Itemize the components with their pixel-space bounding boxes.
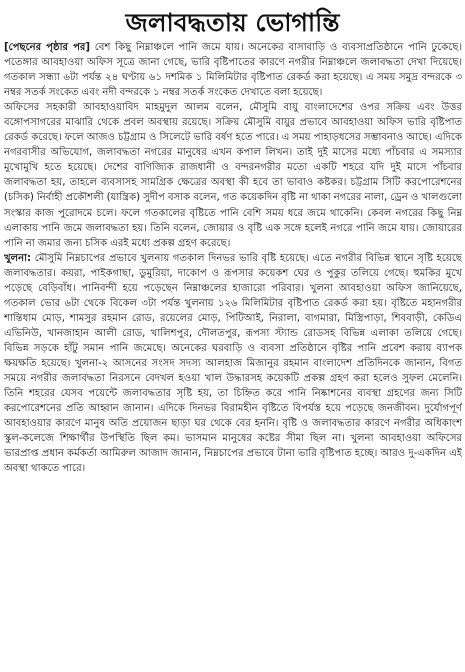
paragraph: [4, 40, 462, 100]
paragraph-text: মৌসুমি নিম্নচাপের প্রভাবে খুলনায় গতকাল দিনভর ভারি বৃষ্টি হয়েছে। এতে নগরীর বিভিন্ন স্থানে সৃষ্টি হয়েছে জলাবদ্ধতার। কয়রা, পাইকগাছা, ডুমুরিয়া, দাকোপ ও রূপসার কয়েকশ ঘের ও পুকুর তলিয়ে গেছে। হুমকির মুখে পড়েছে বেড়িবাঁধ। পানিবন্দী হয়ে পড়েছেন নিম্নাঞ্চলের হাজারো পরিবার। খুলনা আবহাওয়া অফিস জানিয়েছে, গতকাল ভোর ৬টা থেকে বিকেল ৩টা পর্যন্ত খুলনায় ১২৬ মিলিমিটার বৃষ্টিপাত রেকর্ড করা হয়। বৃষ্টিতে মহানগরীর শান্তিধাম মোড়, শামসুর রহমান রোড, রয়েলের মোড়, পিটিআই, নিরালা, বাগমারা, মিস্ত্রিপাড়া, শিববাড়ী, কেডিএ এভিনিউ, খানজাহান আলী রোড, খালিশপুর, দৌলতপুর, রূপসা স্ট্যান্ড রোডসহ বিভিন্ন এলাকা তলিয়ে গেছে। বিভিন্ন সড়কে হাঁটু সমান পানি জমেছে। অনেকের ঘরবাড়ি ও ব্যবসা প্রতিষ্ঠানে বৃষ্টির পানি প্রবেশ করায় ব্যাপক ক্ষয়ক্ষতি হয়েছে। খুলনা-২ আসনের সংসদ সদস্য আলহাজ মিজানুর রহমান বাংলাদেশ প্রতিদিনকে জানান, বিগত সময়ে নগরীর জলাবদ্ধতা নিরসনে বেদখল হওয়া খাল উদ্ধারসহ কয়েকটি প্রকল্প গ্রহণ করা হলেও সুফল মেলেনি। তিনি শহরের যেসব পয়েন্টে জলাবদ্ধতার সৃষ্টি হয়, তা চিহ্নিত করে পানি নিষ্কাশনের ব্যবস্থা গ্রহণের জন্য সিটি করপোরেশনের প্রতি আহ্বান জানান। এদিকে দিনভর বিরামহীন বৃষ্টিতে বিপর্যস্ত হয়ে পড়েছে জনজীবন। দুর্যোগপূর্ণ আবহাওয়ার কারণে মানুষ অতি প্রয়োজন ছাড়া ঘর থেকে বের হননি। বৃষ্টি ও জলাবদ্ধতার কারণে নগরীর অধিকাংশ স্কুল-কলেজে শিক্ষার্থীর উপস্থিতি ছিল কম। ভাসমান মানুষের কষ্টের সীমা ছিল না। খুলনা আবহাওয়া অফিসের ভারপ্রাপ্ত প্রধান কর্মকর্তা আমিরুল আজাদ জানান, নিম্নচাপের প্রভাবে টানা ভারি বৃষ্টিপাত হচ্ছে। আরও দু-একদিন এই অবস্থা থাকতে পারে।: [4, 252, 462, 475]
dateline-khulna: খুলনা:: [4, 252, 31, 264]
headline: জলাবদ্ধতায় ভোগান্তি: [125, 8, 340, 37]
article-body: [4, 40, 462, 670]
paragraph: অফিসের সহকারী আবহাওয়াবিদ মাহমুদুল আলম বলেন, মৌসুমি বায়ু বাংলাদেশের ওপর সক্রিয় এবং উত্তর বঙ্গোপসাগরের মাঝারি থেকে প্রবল অবস্থায় রয়েছে। সক্রিয় মৌসুমি বায়ুর প্রভাবে আবহাওয়া অফিস ভারি বৃষ্টিপাত রেকর্ড করেছে। ফলে আজও চট্টগ্রাম ও সিলেটে ভারি বর্ষণ হতে পারে। এ সময় পাহাড়ধসের সম্ভাবনাও আছে। এদিকে নগরবাসীর অভিযোগ, জলাবদ্ধতা নগরের মানুষের এখন কপাল লিখন। তাই দুই মাসের মধ্যে পাঁচবার এ সমস্যার মুখোমুখি হতে হয়েছে। দেশের বাণিজ্যিক রাজধানী ও বন্দরনগরীর মতো একটি শহরে যদি দুই মাসে পাঁচবার জলাবদ্ধতা হয়, তাহলে ব্যবসাসহ সামগ্রিক ক্ষেত্রের অবস্থা কী হবে তা ভাবাও কষ্টকর। চট্টগ্রাম সিটি করপোরেশনের (চসিক) নির্বাহী প্রকৌশলী (যান্ত্রিক) সুদীপ বসাক বলেন, গত কয়েকদিন বৃষ্টি না থাকা নগরের নালা, ড্রেন ও খালগুলো সংস্কার কাজ পুরোদমে চলে। ফলে গতকালের বৃষ্টিতে পানি বেশি সময় ধরে জমে থাকেনি। কেবল নগরের কিছু নিম্ন এলাকায় পানি জমে জলাবদ্ধতা হয়। তিনি বলেন, জোয়ার ও বৃষ্টি এক সঙ্গে হলেই নগরে পানি জমে যায়। জোয়ারের পানি না জমার জন্য চসিক এরই মধ্যে প্রকল্প গ্রহণ করেছে।: [4, 102, 462, 249]
continuation-kicker: [পেছনের পৃষ্ঠার পর]: [4, 42, 90, 53]
paragraph: [4, 251, 462, 477]
paragraph-text: বেশ কিছু নিম্নাঞ্চলে পানি জমে যায়। অনেকের বাসাবাড়ি ও ব্যবসাপ্রতিষ্ঠানে পানি ঢুকেছে। পতেঙ্গার আবহাওয়া অফিস সূত্রে জানা গেছে, ভারি বৃষ্টিপাতের কারণে নগরীর নিম্নাঞ্চলে জলাবদ্ধতা দেখা দিয়েছে। গতকাল সন্ধ্যা ৬টা পর্যন্ত ২৪ ঘণ্টায় ৬১ দশমিক ১ মিলিমিটার বৃষ্টিপাত রেকর্ড করা হয়েছে। এ সময় সমুদ্র বন্দরকে ৩ নম্বর সতর্ক সংকেত এবং নদী বন্দরকে ১ নম্বর সতর্ক সংকেত দেখাতে বলা হয়েছে।: [4, 42, 462, 99]
clipped-top-text: [0, 0, 465, 8]
